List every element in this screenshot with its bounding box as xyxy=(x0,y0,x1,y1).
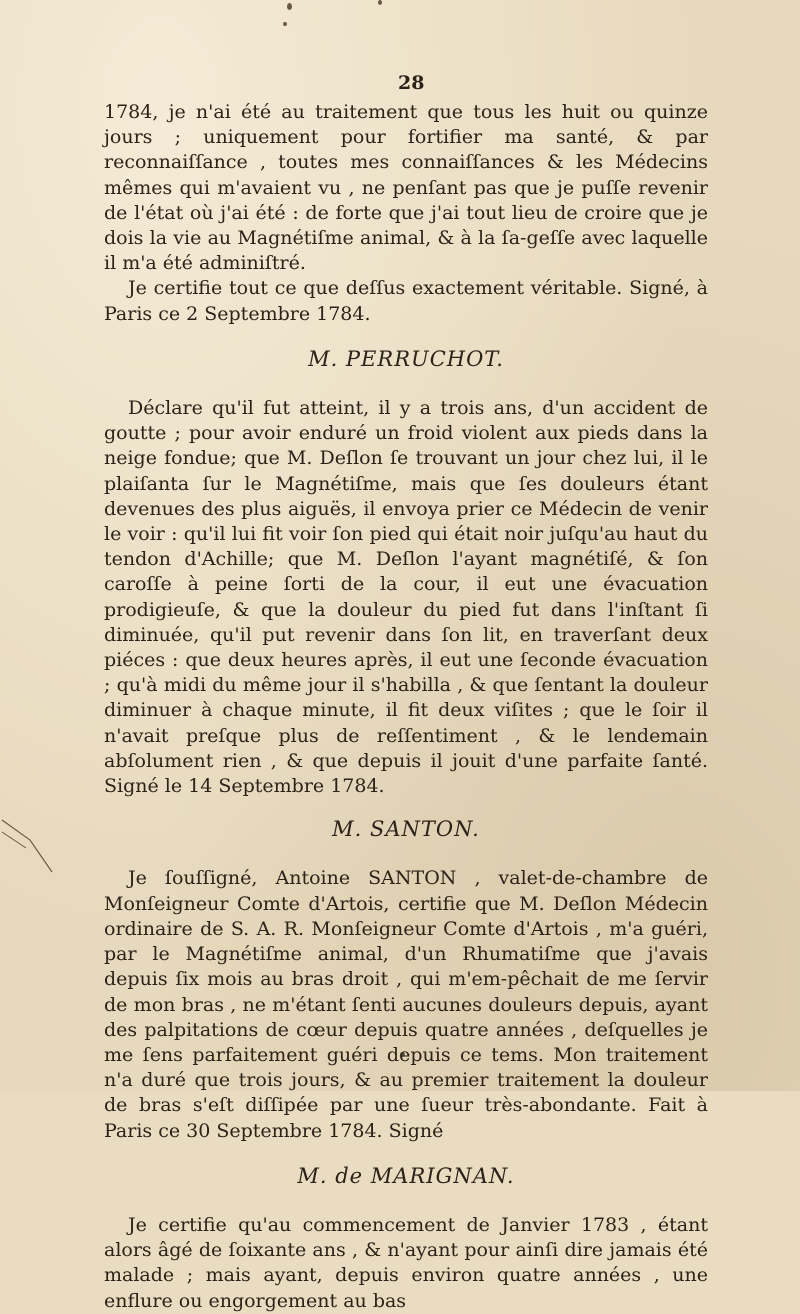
ink-speck xyxy=(287,3,292,10)
paragraph-5: Je certifie qu'au commencement de Janvier 1783 , étant alors âgé de ſoixante ans , & n'ayant pour ainſi dire jamais été malade ; mais ayant, depuis environ quatre années , une enflure ou engorgement au bas xyxy=(104,1213,708,1312)
paragraph-3: Déclare qu'il fut atteint, il y a trois ans, d'un accident de goutte ; pour avoir enduré un froid violent aux pieds dans la neige fondue; que M. Deſlon ſe trouvant un jour chez lui, il le plaiſanta ſur le Magnétiſme, mais que ſes douleurs étant devenues des plus aiguës, il envoya prier ce Médecin de venir le voir : qu'il lui fit voir ſon pied qui était noir juſqu'au haut du tendon d'Achille; que M. Deſlon l'ayant magnétiſé, & ſon caroſſe à peine ſorti de la cour, il eut une évacuation prodigieuſe, & que la douleur du pied fut dans l'inſtant ſi diminuée, qu'il put revenir dans ſon lit, en traverſant deux piéces : que deux heures après, il eut une ſeconde évacuation ; qu'à midi du même jour il s'habilla , & que ſentant la douleur diminuer à chaque minute, il fit deux viſites ; que le ſoir il n'avait preſque plus de reſſentiment , & le lendemain abſolument rien , & que depuis il jouit d'une parfaite ſanté. Signé le 14 Septembre 1784. xyxy=(104,397,708,798)
section-heading-marignan: M. de MARIGNAN. xyxy=(297,1163,515,1188)
margin-pencil-mark xyxy=(0,810,56,880)
paragraph-1: 1784, je n'ai été au traitement que tous les huit ou quinze jours ; uniquement pour fortifier ma santé, & par reconnaiſſance , toutes mes connaiſſances & les Médecins mêmes qui m'avaient vu , ne penſant pas que je puſſe revenir de l'état où j'ai été : de forte que j'ai tout lieu de croire que je dois la vie au Magnétiſme animal, & à la ſa-geſſe avec laquelle il m'a été adminiſtré. xyxy=(104,101,708,275)
paragraph-4: Je ſouſſigné, Antoine SANTON , valet-de-chambre de Monſeigneur Comte d'Artois, certifie que M. Deſlon Médecin ordinaire de S. A. R. Monſeigneur Comte d'Artois , m'a guéri, par le Magnétiſme animal, d'un Rhumatiſme que j'avais depuis ſix mois au bras droit , qui m'em-pêchait de me ſervir de mon bras , ne m'étant ſenti aucunes douleurs depuis, ayant des palpitations de cœur depuis quatre années , deſquelles je me ſens parfaitement guéri depuis ce tems. Mon traitement n'a duré que trois jours, & au premier traitement la douleur de bras s'eſt diſſipée par une ſueur très-abondante. Fait à Paris ce 30 Septembre 1784. Signé xyxy=(104,867,708,1142)
section-heading-perruchot: M. PERRUCHOT. xyxy=(308,346,504,371)
ink-speck xyxy=(283,22,287,26)
body-text xyxy=(104,100,708,1314)
section-heading-santon: M. SANTON. xyxy=(332,817,480,842)
paragraph-2: Je certifie tout ce que deſſus exactement véritable. Signé, à Paris ce 2 Septembre 1784. xyxy=(104,277,708,325)
page-number: 28 xyxy=(398,72,425,94)
ink-speck xyxy=(378,0,382,5)
